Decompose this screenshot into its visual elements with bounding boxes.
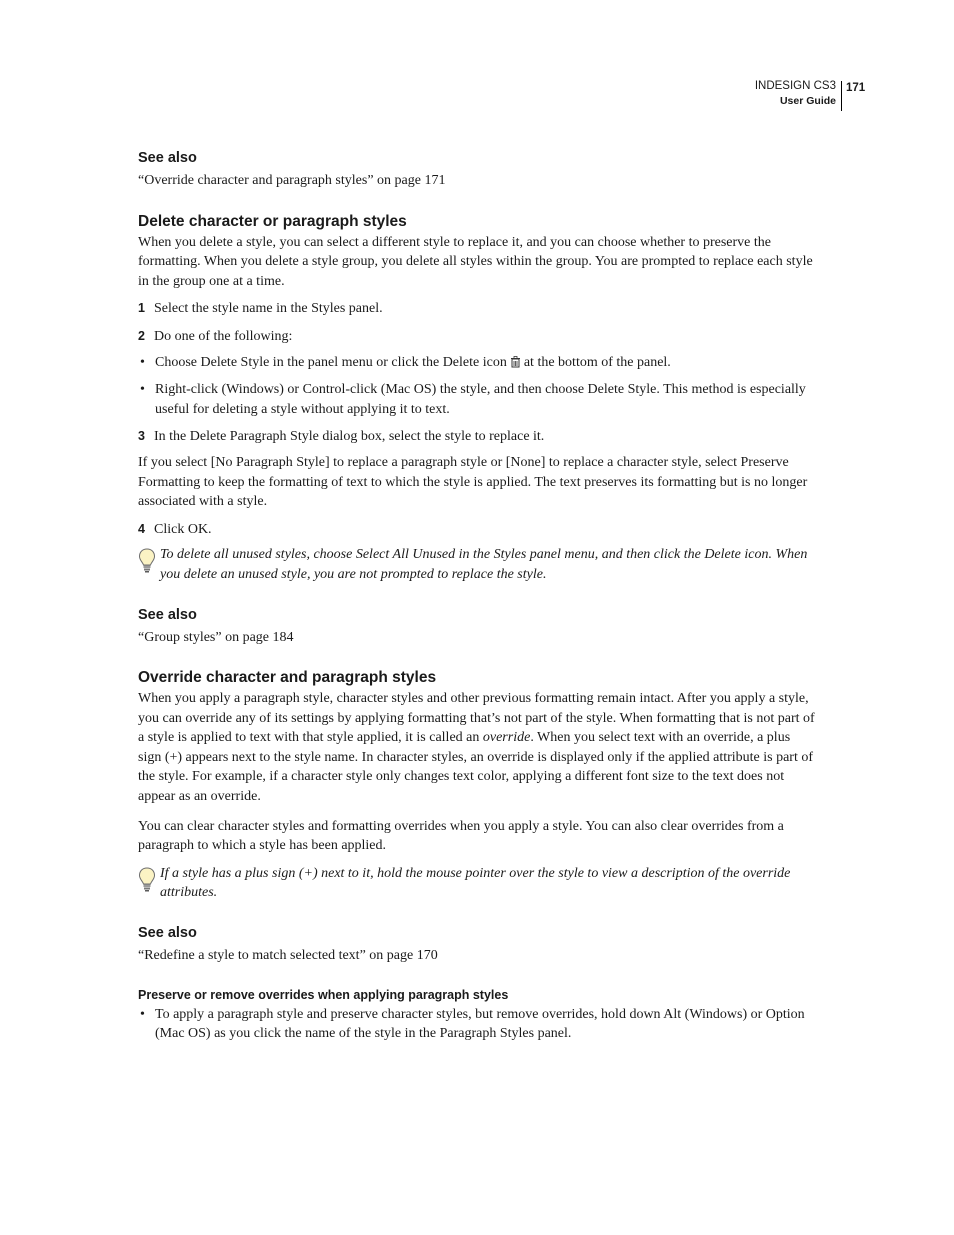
step-3 (138, 427, 816, 447)
step-text: Select the style name in the Styles panel. (154, 301, 383, 317)
page-number: 171 (846, 82, 866, 94)
trash-icon (510, 355, 521, 375)
bullet-glyph: • (140, 1006, 145, 1022)
subsection-heading-preserve: Preserve or remove overrides when applying paragraph styles (138, 987, 509, 1002)
step-number: 2 (138, 328, 145, 343)
bullet-glyph: • (140, 354, 145, 370)
override-term: override (482, 730, 531, 746)
product-name: INDESIGN CS3 (754, 80, 836, 92)
see-also-link[interactable]: “Group styles” on page 184 (138, 629, 294, 645)
see-also-heading: See also (138, 606, 197, 623)
step-1 (138, 299, 816, 319)
step-text: Click OK. (154, 521, 212, 537)
step-number: 3 (138, 429, 145, 444)
section-heading-override: Override character and paragraph styles (138, 669, 437, 687)
step-text: Do one of the following: (154, 328, 293, 344)
see-also-link[interactable]: “Redefine a style to match selected text” on page 170 (138, 948, 438, 964)
tip-text: If a style has a plus sign (+) next to it, hold the mouse pointer over the style to view a description of the override attributes. (160, 865, 791, 901)
header-divider (841, 81, 866, 111)
step-number: 4 (138, 521, 145, 536)
guide-name: User Guide (779, 95, 836, 107)
bullet-text: Choose Delete Style in the panel menu or click the Delete icon at the bottom of the panel. (155, 353, 671, 375)
see-also-heading: See also (138, 150, 197, 166)
lightbulb-icon (138, 545, 160, 584)
see-also-heading: See also (138, 925, 197, 942)
bullet-glyph: • (140, 382, 145, 398)
bullet-item (138, 353, 816, 375)
override-paragraph-1: When you apply a paragraph style, character styles and other previous formatting remain intact. After you apply a style, you can override any of its settings by applying formatting that’s not part of the style. When formatting that is not part of a style is applied to text with that style applied, it is called an override. When you select text with an override, a plus sign (+) appears next to the style name. In character styles, an override is displayed only if the applied attribute is part of the style. For example, if a character style only changes text color, applying a different font size to the text does not appear as an override. (138, 691, 815, 805)
tip (138, 864, 816, 903)
page-content (138, 150, 816, 1044)
step-number: 1 (138, 301, 145, 316)
running-header (754, 78, 866, 108)
tip (138, 545, 816, 584)
see-also-link[interactable]: “Override character and paragraph styles” on page 171 (138, 173, 446, 188)
override-paragraph-2: You can clear character styles and formatting overrides when you apply a style. You can also clear overrides from a paragraph to which a style has been applied. (138, 818, 784, 854)
bullet-text: To apply a paragraph style and preserve character styles, but remove overrides, hold down Alt (Windows) or Option (Mac OS) as you click the name of the style in the Paragraph Styles panel. (155, 1006, 805, 1042)
tip-text: To delete all unused styles, choose Select All Unused in the Styles panel menu, and then click the Delete icon. When you delete an unused style, you are not prompted to replace the style. (160, 547, 808, 582)
step-4 (138, 520, 816, 540)
bullet-item (138, 1005, 816, 1044)
step-2 (138, 327, 816, 347)
lightbulb-icon (138, 864, 160, 903)
section-heading-delete: Delete character or paragraph styles (138, 212, 407, 230)
delete-intro: When you delete a style, you can select a different style to replace it, and you can choose whether to preserve the formatting. When you delete a style group, you delete all styles within the group. You are prompted to replace each style in the group one at a time. (138, 234, 813, 289)
bullet-item (138, 380, 816, 419)
delete-paragraph: If you select [No Paragraph Style] to replace a paragraph style or [None] to replace a character style, select Preserve Formatting to keep the formatting of text to which the style is applied. The text preserves its formatting but is no longer associated with a style. (138, 454, 808, 510)
step-text: In the Delete Paragraph Style dialog box, select the style to replace it. (154, 429, 545, 445)
bullet-text: Right-click (Windows) or Control-click (Mac OS) the style, and then choose Delete Style. This method is especially useful for deleting a style without applying it to text. (155, 382, 806, 417)
